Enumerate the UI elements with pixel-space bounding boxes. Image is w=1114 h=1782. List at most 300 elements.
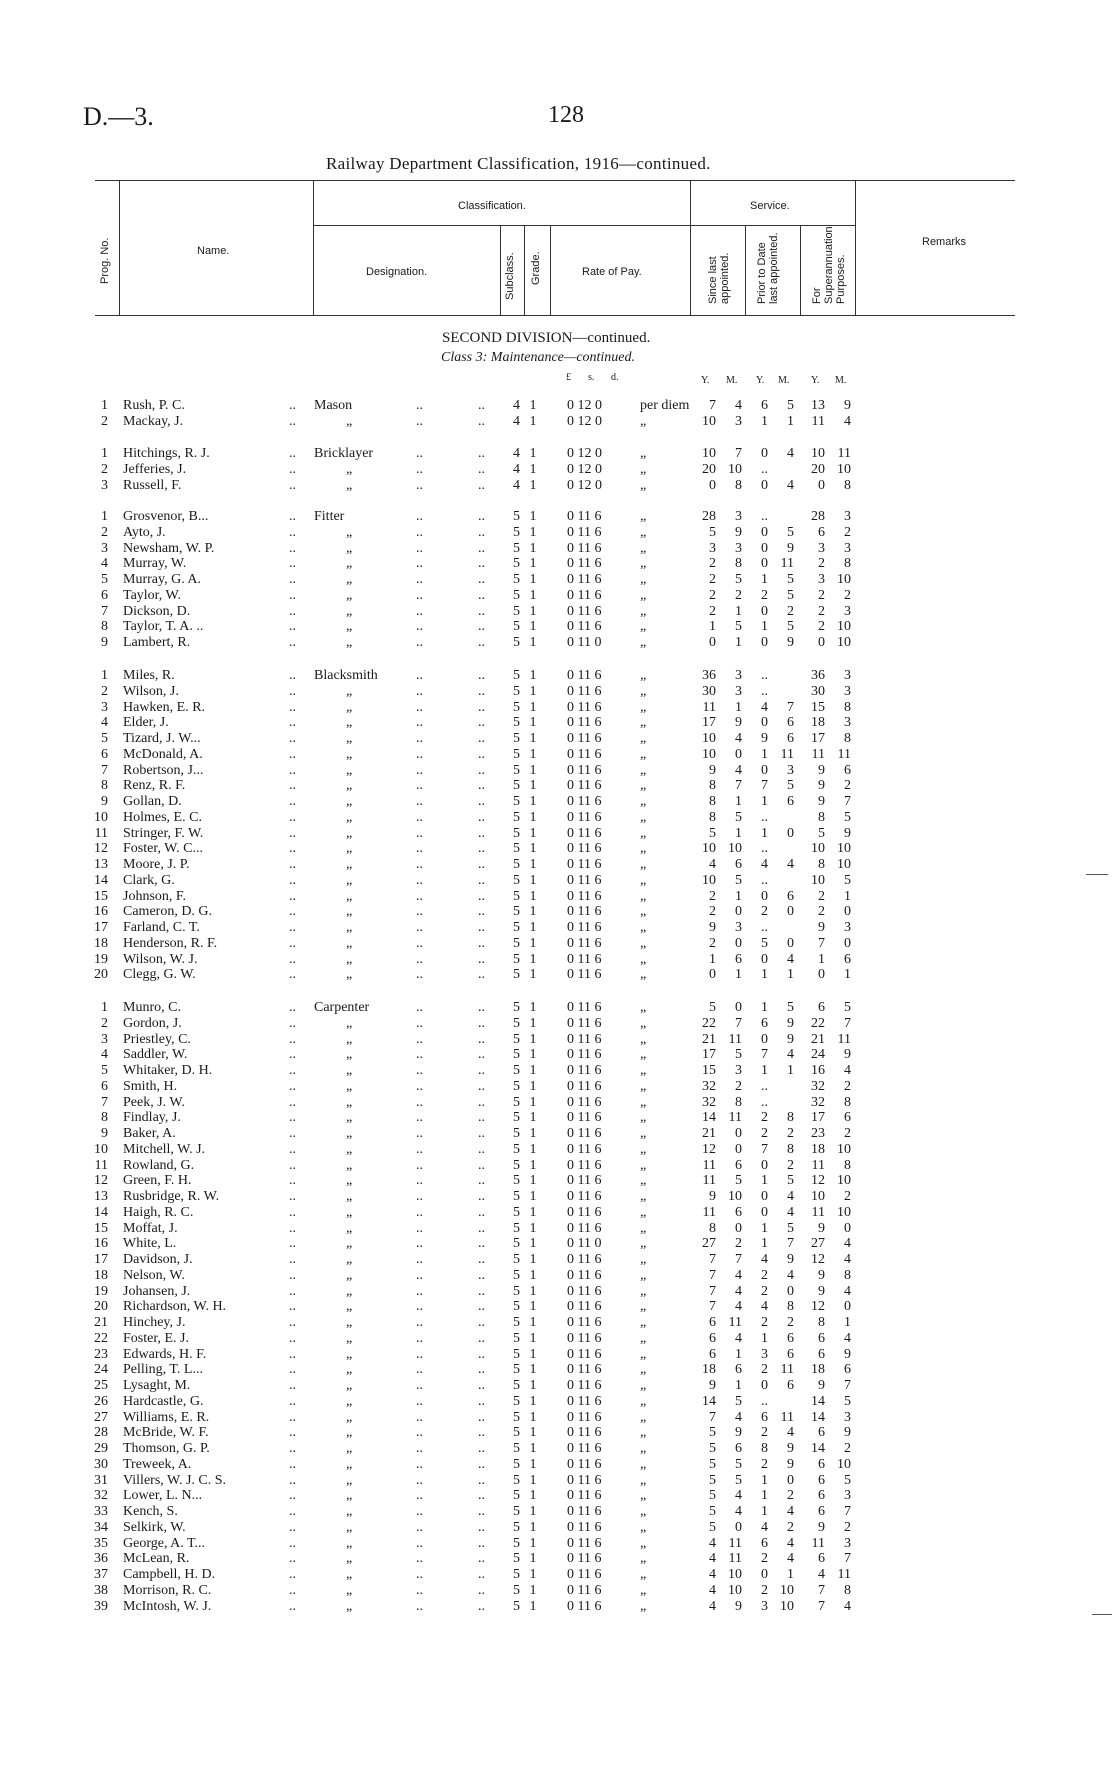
rate-of-pay: 0 11 6 [567, 1141, 602, 1157]
employee-name: Murray, W. [123, 556, 187, 572]
since-months: 11 [728, 1551, 742, 1567]
since-years: 7 [709, 1409, 716, 1425]
rate-of-pay: 0 11 6 [567, 1535, 602, 1551]
since-months: 4 [735, 1267, 742, 1283]
super-years: 6 [818, 1000, 825, 1015]
super-months: 8 [844, 1157, 851, 1173]
super-months: 8 [844, 1094, 851, 1110]
col-rule [119, 180, 120, 315]
leader-dots: .. [289, 715, 296, 731]
super-years: 22 [811, 1015, 825, 1031]
prior-years: 2 [761, 1456, 768, 1472]
prog-no: 2 [101, 413, 108, 429]
prior-months: 9 [787, 635, 794, 650]
table-row [0, 1268, 1114, 1284]
designation-ditto: „ [346, 683, 353, 699]
leader-dots: .. [289, 1456, 296, 1472]
rate-of-pay: 0 11 6 [567, 1078, 602, 1094]
super-months: 3 [844, 920, 851, 935]
super-months: 10 [837, 1173, 851, 1189]
leader-dots: .. [478, 1488, 485, 1504]
since-years: 4 [709, 1567, 716, 1582]
leader-dots: .. [416, 1315, 423, 1330]
prog-no: 8 [101, 619, 108, 635]
super-years: 17 [811, 1110, 825, 1126]
pay-period: „ [640, 1504, 647, 1519]
super-years: 6 [818, 1330, 825, 1346]
super-years: 0 [818, 635, 825, 650]
subclass: 4 [513, 398, 520, 413]
leader-dots: .. [478, 1110, 485, 1126]
prior-months: 2 [787, 1315, 794, 1330]
leader-dots: .. [478, 1236, 485, 1252]
super-years: 10 [811, 1189, 825, 1204]
prior-months: 1 [787, 1063, 794, 1078]
since-months: 5 [735, 1456, 742, 1472]
prog-no: 22 [94, 1330, 108, 1346]
subclass: 5 [513, 1567, 520, 1582]
since-years: 2 [709, 603, 716, 619]
since-years: 7 [709, 1283, 716, 1299]
leader-dots: .. [478, 809, 485, 825]
since-months: 3 [735, 920, 742, 935]
leader-dots: .. [478, 1378, 485, 1393]
since-months: 0 [735, 935, 742, 951]
leader-dots: .. [289, 1330, 296, 1346]
subclass: 5 [513, 762, 520, 778]
prior-years: 2 [761, 1126, 768, 1141]
pay-period: „ [640, 1000, 647, 1015]
employee-name: Rowland, G. [123, 1157, 195, 1173]
table-row [0, 556, 1114, 572]
table-row [0, 1551, 1114, 1567]
subclass: 5 [513, 619, 520, 635]
employee-name: Cameron, D. G. [123, 904, 213, 920]
leader-dots: .. [416, 904, 423, 920]
grade: 1 [529, 1299, 537, 1315]
unit-years: Y. [811, 375, 820, 386]
super-months: 4 [844, 1598, 851, 1614]
designation-ditto: „ [346, 1110, 353, 1126]
prior-months: 6 [787, 715, 794, 731]
prior-months: 8 [787, 1299, 794, 1315]
since-months: 4 [735, 762, 742, 778]
leader-dots: .. [289, 1220, 296, 1236]
table-row [0, 873, 1114, 889]
super-years: 8 [818, 809, 825, 825]
leader-dots: .. [478, 398, 485, 413]
prior-months: 4 [787, 1189, 794, 1204]
prior-months: 2 [787, 1157, 794, 1173]
prog-no: 34 [94, 1519, 108, 1535]
subclass: 5 [513, 509, 520, 524]
super-months: 6 [844, 1362, 851, 1378]
leader-dots: .. [289, 1252, 296, 1267]
since-months: 10 [728, 841, 742, 857]
prog-no: 13 [94, 857, 108, 872]
pay-period: „ [640, 1456, 647, 1472]
table-row [0, 1047, 1114, 1063]
pay-period: „ [640, 904, 647, 920]
super-years: 30 [811, 683, 825, 699]
leader-dots: .. [478, 715, 485, 731]
pay-period: „ [640, 1299, 647, 1315]
super-years: 23 [811, 1126, 825, 1141]
since-months: 9 [735, 524, 742, 540]
table-row [0, 635, 1114, 651]
table-row [0, 904, 1114, 920]
super-years: 9 [818, 1519, 825, 1535]
prior-months: 4 [787, 1047, 794, 1063]
prog-no: 10 [94, 809, 108, 825]
prior-months: 11 [780, 1409, 794, 1425]
rate-of-pay: 0 11 6 [567, 920, 602, 935]
grade: 1 [529, 1582, 537, 1598]
super-years: 27 [811, 1236, 825, 1252]
leader-dots: .. [289, 1236, 296, 1252]
rate-of-pay: 0 11 6 [567, 587, 602, 603]
leader-dots: .. [289, 1173, 296, 1189]
super-years: 9 [818, 794, 825, 809]
subclass: 4 [513, 461, 520, 477]
leader-dots: .. [416, 1535, 423, 1551]
employee-name: Wilson, J. [123, 683, 179, 699]
grade: 1 [529, 967, 537, 983]
leader-dots: .. [478, 778, 485, 794]
prior-months: 4 [787, 857, 794, 872]
header-bottom-rule [95, 315, 1015, 316]
designation-ditto: „ [346, 556, 353, 572]
leader-dots: .. [478, 1330, 485, 1346]
leader-dots: .. [478, 888, 485, 904]
class-title: Class 3: Maintenance—continued. [441, 350, 636, 365]
super-years: 12 [811, 1173, 825, 1189]
leader-dots: .. [478, 1535, 485, 1551]
designation-ditto: „ [346, 1315, 353, 1330]
prior-years: 0 [761, 635, 768, 650]
prior-months: 4 [787, 1267, 794, 1283]
prior-years: 6 [761, 1535, 768, 1551]
prog-no: 17 [94, 920, 108, 935]
prior-months: 4 [787, 477, 794, 493]
designation-ditto: „ [346, 1425, 353, 1441]
grade: 1 [529, 1330, 537, 1346]
prior-months: 0 [787, 825, 794, 841]
since-years: 17 [702, 715, 716, 731]
since-months: 10 [728, 1189, 742, 1204]
leader-dots: .. [289, 967, 296, 983]
leader-dots: .. [289, 778, 296, 794]
pay-period: „ [640, 1330, 647, 1346]
grade: 1 [529, 1015, 537, 1031]
super-years: 11 [811, 746, 825, 762]
prior-years: 3 [761, 1598, 768, 1614]
grade: 1 [529, 540, 537, 556]
rate-of-pay: 0 11 6 [567, 1519, 602, 1535]
leader-dots: .. [478, 1362, 485, 1378]
prior-months: 4 [787, 1504, 794, 1519]
leader-dots: .. [416, 1063, 423, 1078]
super-years: 8 [818, 1315, 825, 1330]
grade: 1 [529, 1031, 537, 1047]
table-row [0, 525, 1114, 541]
employee-name: Green, F. H. [123, 1173, 192, 1189]
since-months: 5 [735, 572, 742, 587]
prior-years: 2 [761, 1362, 768, 1378]
rate-of-pay: 0 11 6 [567, 1031, 602, 1047]
prior-months: 6 [787, 731, 794, 746]
super-years: 3 [818, 540, 825, 556]
leader-dots: .. [478, 1126, 485, 1141]
since-months: 4 [735, 1330, 742, 1346]
employee-name: Peek, J. W. [123, 1094, 185, 1110]
prog-no: 18 [94, 935, 108, 951]
col-rule [313, 180, 314, 315]
super-months: 3 [844, 540, 851, 556]
grade: 1 [529, 904, 537, 920]
unit-years: Y. [701, 375, 710, 386]
rate-of-pay: 0 12 0 [567, 398, 602, 413]
pay-period: „ [640, 683, 647, 699]
since-months: 4 [735, 1299, 742, 1315]
subclass: 5 [513, 1031, 520, 1047]
pay-period: „ [640, 603, 647, 619]
prior-months: 9 [787, 1015, 794, 1031]
leader-dots: .. [289, 1094, 296, 1110]
super-years: 5 [818, 825, 825, 841]
designation-ditto: „ [346, 888, 353, 904]
prior-months: 5 [787, 1220, 794, 1236]
designation-ditto: „ [346, 540, 353, 556]
prior-years: 6 [761, 1015, 768, 1031]
super-months: 5 [844, 872, 851, 888]
table-row [0, 1252, 1114, 1268]
since-years: 5 [709, 1000, 716, 1015]
since-years: 14 [702, 1393, 716, 1409]
prior-years: 2 [761, 1283, 768, 1299]
subclass: 5 [513, 1063, 520, 1078]
leader-dots: .. [416, 461, 423, 477]
leader-dots: .. [416, 778, 423, 794]
grade: 1 [529, 413, 537, 429]
pay-period: „ [640, 1047, 647, 1063]
since-years: 10 [702, 746, 716, 762]
leader-dots: .. [478, 540, 485, 556]
employee-name: Saddler, W. [123, 1047, 188, 1063]
pay-period: „ [640, 1031, 647, 1047]
prior-years: 8 [761, 1441, 768, 1456]
grade: 1 [529, 841, 537, 857]
prog-no: 14 [94, 872, 108, 888]
leader-dots: .. [478, 1220, 485, 1236]
leader-dots: .. [478, 1598, 485, 1614]
leader-dots: .. [478, 1504, 485, 1519]
employee-name: Selkirk, W. [123, 1519, 186, 1535]
since-years: 0 [709, 635, 716, 650]
leader-dots: .. [478, 1204, 485, 1220]
leader-dots: .. [416, 762, 423, 778]
employee-name: Mackay, J. [123, 413, 184, 429]
pay-period: „ [640, 794, 647, 809]
prog-no: 4 [101, 1047, 108, 1063]
prior-months: 2 [787, 603, 794, 619]
rate-of-pay: 0 11 6 [567, 1456, 602, 1472]
leader-dots: .. [416, 731, 423, 746]
super-months: 8 [844, 1267, 851, 1283]
pay-period: „ [640, 1315, 647, 1330]
rate-of-pay: 0 11 6 [567, 1094, 602, 1110]
super-years: 14 [811, 1393, 825, 1409]
subclass: 5 [513, 587, 520, 603]
grade: 1 [529, 857, 537, 872]
employee-name: Newsham, W. P. [123, 540, 215, 556]
leader-dots: .. [478, 461, 485, 477]
since-years: 36 [702, 668, 716, 683]
subclass: 5 [513, 967, 520, 983]
designation-ditto: „ [346, 1141, 353, 1157]
designation-ditto: „ [346, 1551, 353, 1567]
super-months: 11 [837, 746, 851, 762]
rate-of-pay: 0 11 6 [567, 1283, 602, 1299]
leader-dots: .. [289, 1409, 296, 1425]
employee-name: Murray, G. A. [123, 572, 202, 587]
designation: Carpenter [314, 1000, 370, 1015]
prior-months: 5 [787, 1173, 794, 1189]
since-years: 12 [702, 1141, 716, 1157]
super-years: 9 [818, 778, 825, 794]
super-months: 3 [844, 683, 851, 699]
prior-months: 9 [787, 1031, 794, 1047]
employee-name: Hinchey, J. [123, 1315, 186, 1330]
prog-no: 20 [94, 967, 108, 983]
designation-ditto: „ [346, 1189, 353, 1204]
table-row [0, 920, 1114, 936]
leader-dots: .. [289, 1441, 296, 1456]
prog-no: 1 [101, 668, 108, 683]
designation: Blacksmith [314, 668, 378, 683]
unit-months: M. [726, 375, 738, 386]
grade-header: Grade. [530, 251, 542, 285]
since-months: 4 [735, 1409, 742, 1425]
since-years: 32 [702, 1078, 716, 1094]
grade: 1 [529, 1441, 537, 1456]
prog-no: 8 [101, 1110, 108, 1126]
prior-years: 0 [761, 1204, 768, 1220]
super-years: 4 [818, 1567, 825, 1582]
prior-years: 4 [761, 857, 768, 872]
since-months: 1 [735, 635, 742, 650]
super-months: 8 [844, 731, 851, 746]
table-row [0, 604, 1114, 620]
grade: 1 [529, 1189, 537, 1204]
prior-months: 4 [787, 1535, 794, 1551]
prior-years: .. [761, 841, 768, 857]
since-years: 5 [709, 1441, 716, 1456]
since-years: 11 [702, 1204, 716, 1220]
subclass: 5 [513, 1126, 520, 1141]
grade: 1 [529, 683, 537, 699]
employee-name: Munro, C. [123, 1000, 181, 1015]
since-months: 9 [735, 715, 742, 731]
employee-name: Mitchell, W. J. [123, 1141, 206, 1157]
prior-years: 1 [761, 1063, 768, 1078]
pay-period: „ [640, 920, 647, 935]
since-years: 6 [709, 1330, 716, 1346]
grade: 1 [529, 1535, 537, 1551]
since-months: 4 [735, 1283, 742, 1299]
leader-dots: .. [478, 935, 485, 951]
leader-dots: .. [416, 1425, 423, 1441]
rate-of-pay: 0 11 6 [567, 794, 602, 809]
super-years: 16 [811, 1063, 825, 1078]
employee-name: Ayto, J. [123, 524, 166, 540]
prior-months: 7 [787, 1236, 794, 1252]
rate-of-pay: 0 11 6 [567, 619, 602, 635]
pay-period: „ [640, 809, 647, 825]
leader-dots: .. [289, 572, 296, 587]
rate-of-pay: 0 11 6 [567, 1362, 602, 1378]
rate-of-pay: 0 11 6 [567, 872, 602, 888]
since-months: 2 [735, 1078, 742, 1094]
pay-period: „ [640, 1110, 647, 1126]
leader-dots: .. [289, 1141, 296, 1157]
leader-dots: .. [478, 1472, 485, 1488]
leader-dots: .. [478, 1000, 485, 1015]
leader-dots: .. [478, 413, 485, 429]
employee-name: McDonald, A. [123, 746, 203, 762]
table-row [0, 1536, 1114, 1552]
super-years: 15 [811, 699, 825, 715]
employee-name: Nelson, W. [123, 1267, 185, 1283]
col-rule [550, 225, 551, 315]
rate-of-pay: 0 11 6 [567, 1346, 602, 1362]
designation-ditto: „ [346, 809, 353, 825]
grade: 1 [529, 635, 537, 650]
prog-no: 4 [101, 715, 108, 731]
leader-dots: .. [478, 1519, 485, 1535]
subclass: 5 [513, 1504, 520, 1519]
leader-dots: .. [289, 746, 296, 762]
pay-period: „ [640, 1015, 647, 1031]
employee-name: Elder, J. [123, 715, 169, 731]
since-months: 1 [735, 967, 742, 983]
super-years: 3 [818, 572, 825, 587]
prior-months: 5 [787, 398, 794, 413]
leader-dots: .. [416, 951, 423, 967]
leader-dots: .. [289, 1063, 296, 1078]
leader-dots: .. [416, 446, 423, 461]
prog-no: 7 [101, 762, 108, 778]
since-months: 0 [735, 746, 742, 762]
pay-period: „ [640, 572, 647, 587]
prior-years: 2 [761, 1110, 768, 1126]
grade: 1 [529, 1000, 537, 1015]
prior-years: 5 [761, 935, 768, 951]
super-months: 7 [844, 1015, 851, 1031]
designation-ditto: „ [346, 1535, 353, 1551]
leader-dots: .. [416, 413, 423, 429]
super-months: 4 [844, 1252, 851, 1267]
leader-dots: .. [289, 1393, 296, 1409]
leader-dots: .. [289, 540, 296, 556]
table-row [0, 1504, 1114, 1520]
rate-of-pay: 0 11 6 [567, 1330, 602, 1346]
table-row [0, 1488, 1114, 1504]
subclass: 5 [513, 1173, 520, 1189]
division-title: SECOND DIVISION—continued. [442, 330, 651, 346]
leader-dots: .. [416, 540, 423, 556]
since-years: 6 [709, 1346, 716, 1362]
